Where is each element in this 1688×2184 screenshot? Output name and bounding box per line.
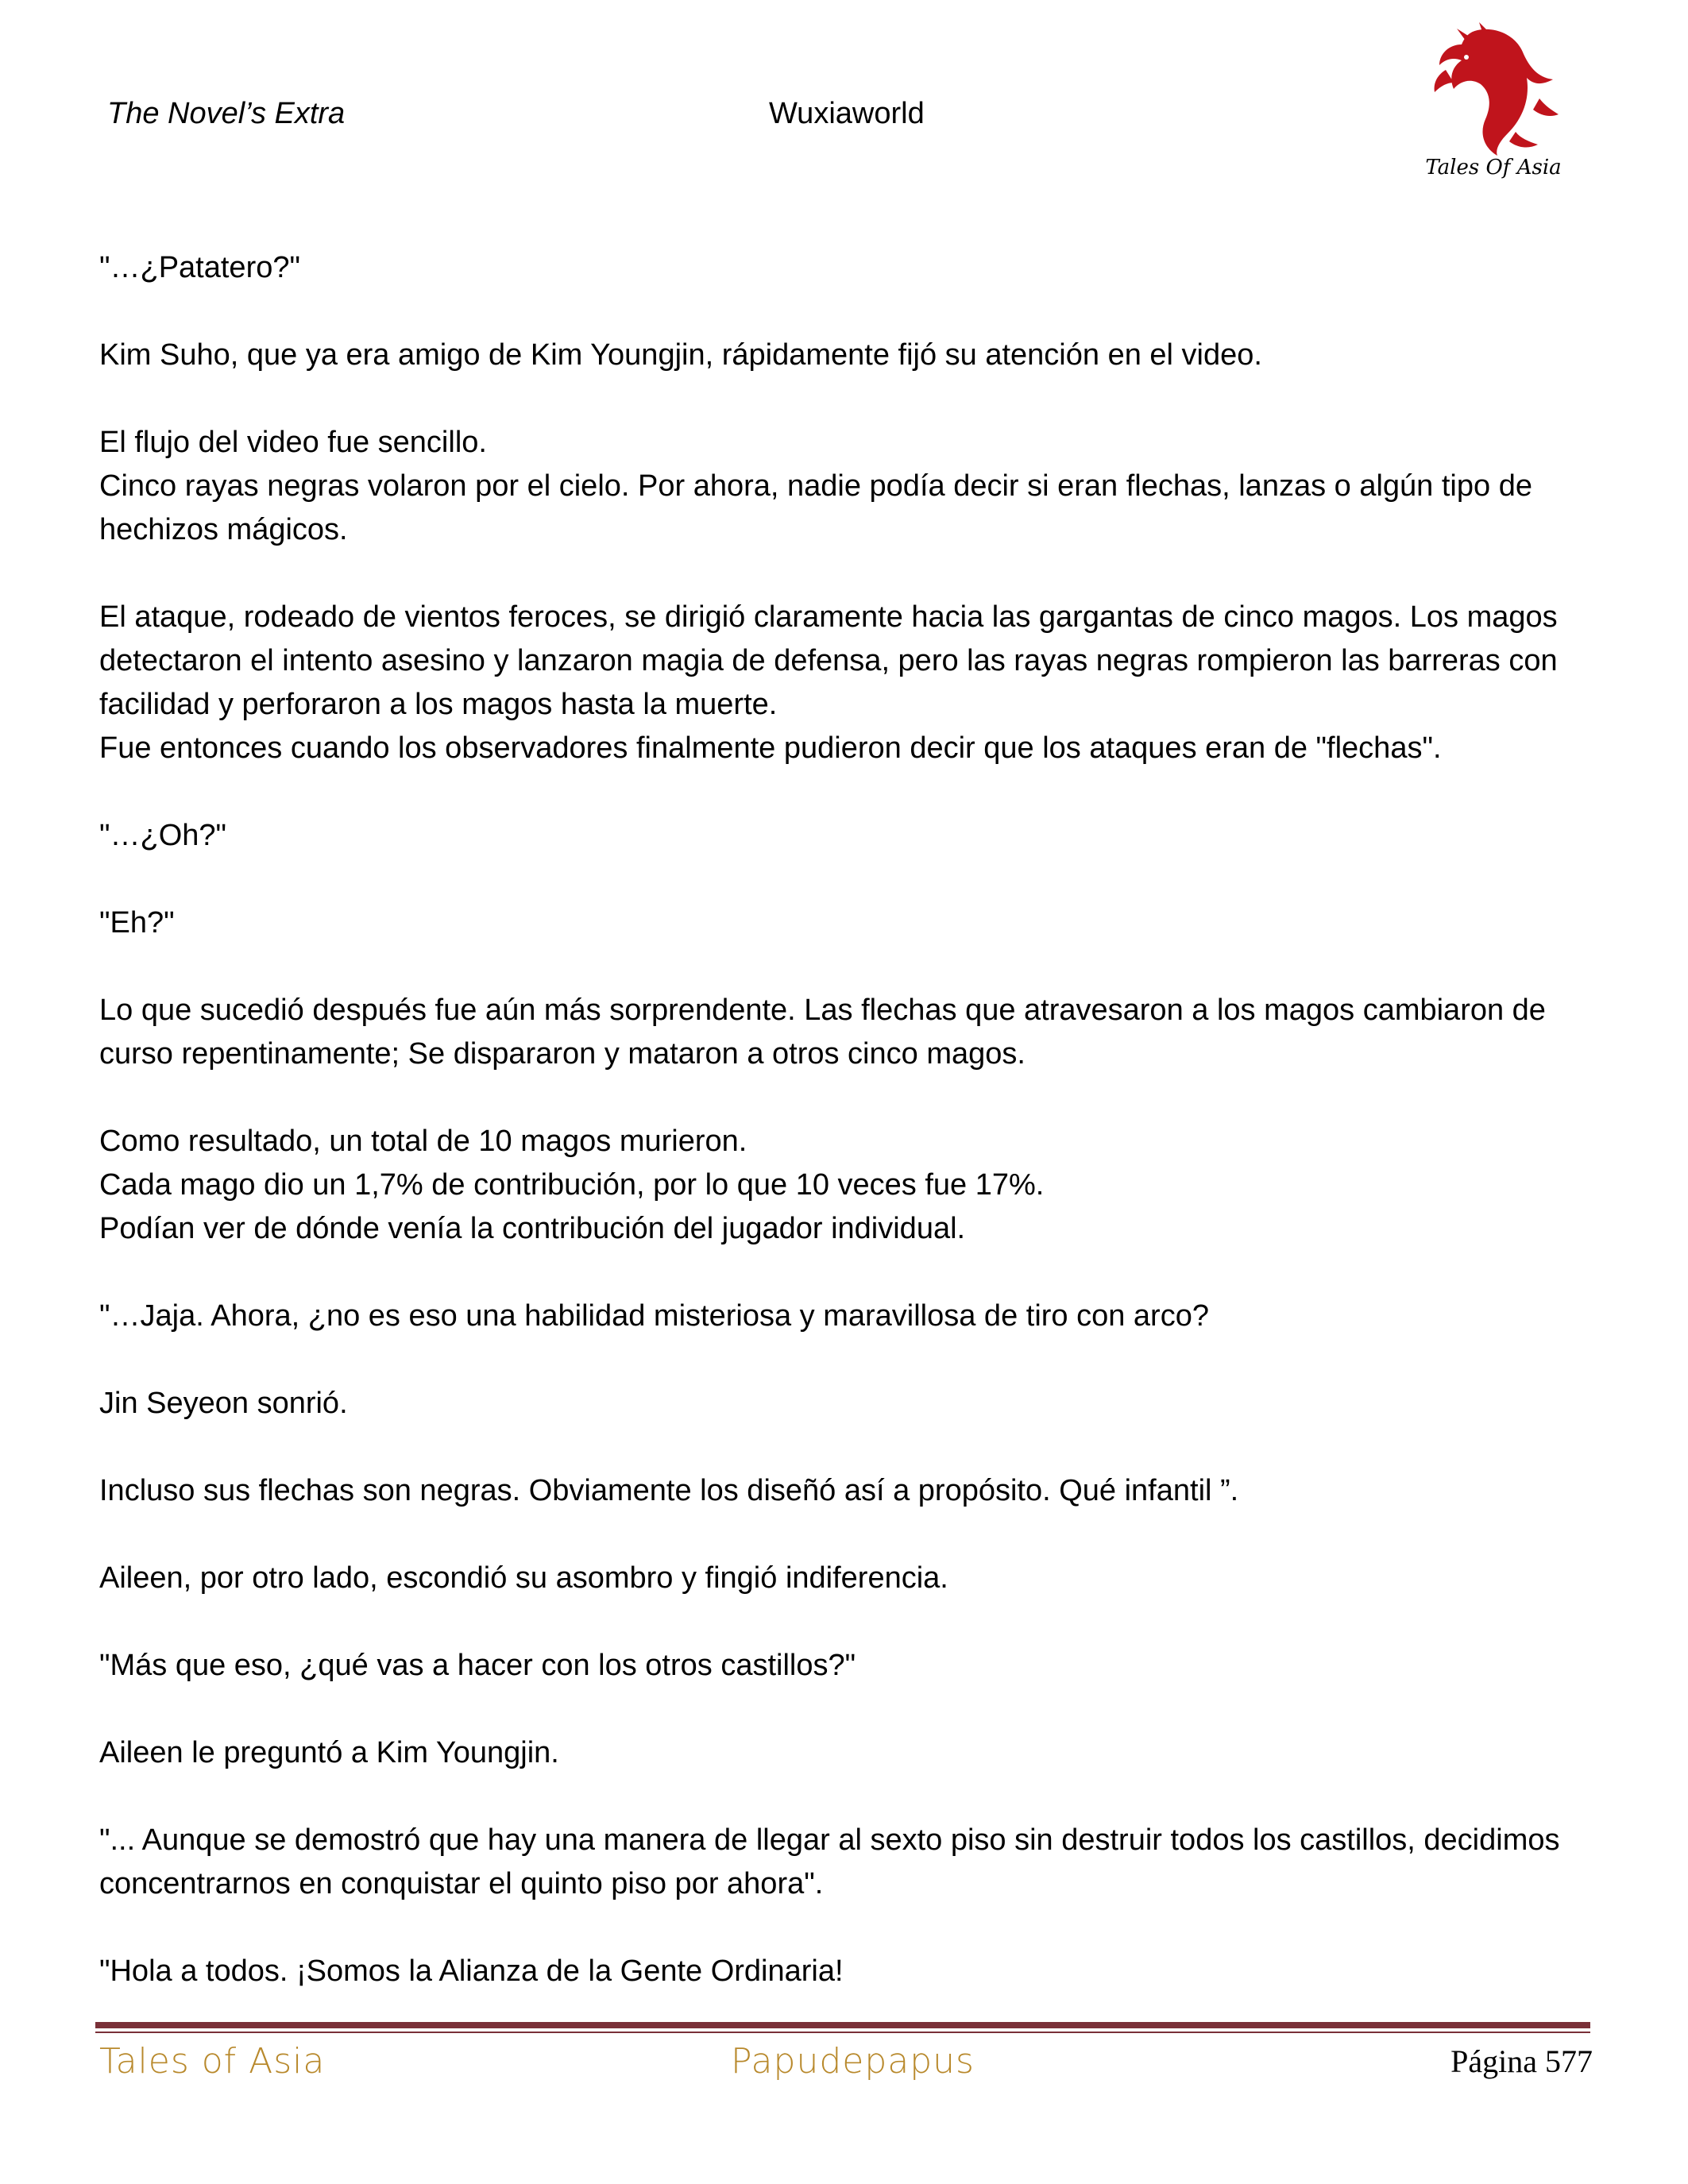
paragraph: "... Aunque se demostró que hay una manera de llegar al sexto piso sin destruir todos los castillos, decidimos concentrarnos en conquistar el quinto piso por ahora". [99,1823,1560,1900]
paragraph: Incluso sus flechas son negras. Obviamente los diseñó así a propósito. Qué infantil ”. [99,1474,1239,1507]
header-site-name: Wuxiaworld [769,97,925,130]
paragraph: Como resultado, un total de 10 magos murieron. Cada mago dio un 1,7% de contribución, por lo que 10 veces fue 17%. Podían ver de dónde venía la contribución del jugador individual. [99,1125,1045,1245]
paragraph: "Hola a todos. ¡Somos la Alianza de la Gente Ordinaria! [99,1954,844,1988]
footer-translator: Papudepapus [731,2041,975,2082]
logo-text: Tales Of Asia [1425,156,1562,179]
footer-site: Tales of Asia [99,2041,326,2082]
footer-divider-thin [95,2032,1590,2033]
paragraph: "Eh?" [99,906,175,940]
chapter-body [99,246,1585,2037]
paragraph: "…Jaja. Ahora, ¿no es eso una habilidad misteriosa y maravillosa de tiro con arco? [99,1299,1209,1333]
paragraph: El ataque, rodeado de vientos feroces, se dirigió claramente hacia las gargantas de cinco magos. Los magos detectaron el intento asesino y lanzaron magia de defensa, pero las rayas negras rompieron las barreras con facilidad y perforaron a los magos hasta la muerte. Fue entonces cuando los observadores finalmente pudieron decir que los ataques eran de "flechas". [99,600,1558,765]
header-novel-title: The Novel’s Extra [107,97,346,130]
paragraph: El flujo del video fue sencillo. Cinco rayas negras volaron por el cielo. Por ahora, nadie podía decir si eran flechas, lanzas o algún tipo de hechizos mágicos. [99,426,1532,546]
footer-divider [95,2022,1590,2028]
paragraph: "…¿Patatero?" [99,251,300,284]
paragraph: Lo que sucedió después fue aún más sorprendente. Las flechas que atravesaron a los magos cambiaron de curso repentinamente; Se dispararon y mataron a otros cinco magos. [99,994,1546,1071]
page-number: Página 577 [1450,2043,1593,2079]
dragon-icon [1422,22,1565,157]
paragraph: Kim Suho, que ya era amigo de Kim Youngjin, rápidamente fijó su atención en el video. [99,338,1262,372]
paragraph: Aileen, por otro lado, escondió su asombro y fingió indiferencia. [99,1561,948,1595]
paragraph: Aileen le preguntó a Kim Youngjin. [99,1736,559,1769]
paragraph: "Más que eso, ¿qué vas a hacer con los otros castillos?" [99,1649,856,1682]
paragraph: "…¿Oh?" [99,819,227,852]
paragraph: Jin Seyeon sonrió. [99,1387,348,1420]
tales-of-asia-logo [1422,22,1565,189]
